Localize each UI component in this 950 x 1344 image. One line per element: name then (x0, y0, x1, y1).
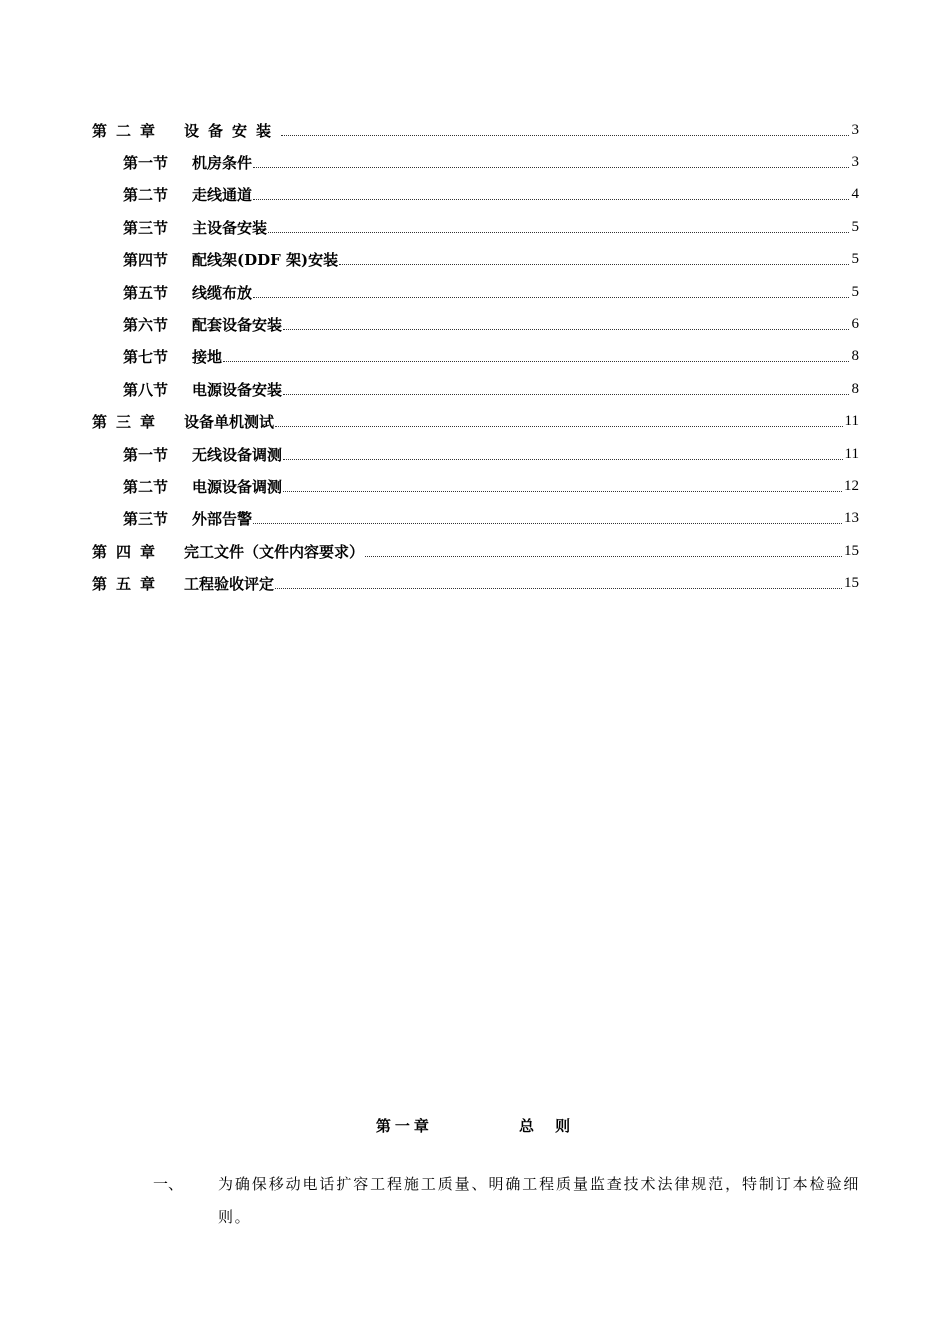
paragraph-text: 为确保移动电话扩容工程施工质量、明确工程质量监查技术法律规范，特制订本检验细则。 (218, 1175, 860, 1226)
toc-entry-title: 主设备安装 (192, 218, 268, 237)
toc-dot-leader (365, 556, 842, 557)
chapter-title: 总 则 (518, 1117, 575, 1135)
toc-entry-title: 完工文件（文件内容要求） (184, 542, 365, 561)
toc-chapter-row[interactable] (0, 114, 950, 146)
toc-dot-leader (253, 523, 842, 524)
toc-entry-title: 无线设备调测 (192, 445, 283, 464)
toc-section-row[interactable] (0, 373, 950, 405)
chapter-heading (0, 1115, 950, 1136)
toc-entry-number: 第五节 (123, 283, 169, 302)
toc-dot-leader (253, 199, 849, 200)
toc-entry-title: 电源设备安装 (192, 380, 283, 399)
toc-entry-title: 配线架(DDF 架)安装 (192, 251, 339, 270)
toc-dot-leader (283, 394, 849, 395)
toc-dot-leader (275, 588, 842, 589)
toc-page-number: 5 (851, 251, 859, 268)
toc-section-row[interactable] (0, 146, 950, 178)
toc-entry-number: 第一节 (123, 154, 169, 173)
toc-dot-leader (283, 329, 849, 330)
toc-section-row[interactable] (0, 470, 950, 502)
toc-entry-number: 第三节 (123, 510, 169, 529)
toc-page-number: 3 (851, 121, 859, 138)
toc-dot-leader (253, 167, 849, 168)
toc-page-number: 6 (851, 316, 859, 333)
toc-entry-title: 接地 (192, 348, 223, 367)
toc-entry-number: 第四节 (123, 251, 169, 270)
toc-dot-leader (253, 297, 849, 298)
toc-dot-leader (283, 491, 842, 492)
toc-entry-title: 走线通道 (192, 186, 253, 205)
toc-section-row[interactable] (0, 503, 950, 535)
toc-page-number: 8 (851, 348, 859, 365)
toc-entry-number: 第八节 (123, 380, 169, 399)
toc-entry-title: 配套设备安装 (192, 316, 283, 335)
toc-entry-number: 第七节 (123, 348, 169, 367)
toc-dot-leader (223, 361, 849, 362)
toc-entry-title: 工程验收评定 (184, 575, 275, 594)
toc-section-row[interactable] (0, 179, 950, 211)
toc-chapter-row[interactable] (0, 535, 950, 567)
toc-chapter-row[interactable] (0, 406, 950, 438)
toc-dot-leader (339, 264, 849, 265)
toc-section-row[interactable] (0, 211, 950, 243)
paragraph-marker: 一、 (153, 1175, 184, 1193)
toc-page-number: 8 (851, 380, 859, 397)
toc-dot-leader (283, 459, 843, 460)
toc-page-number: 15 (844, 542, 859, 559)
chapter-number: 第一章 (375, 1117, 433, 1135)
toc-entry-title: 外部告警 (192, 510, 253, 529)
toc-entry-number: 第二节 (123, 477, 169, 496)
toc-entry-number: 第五章 (92, 575, 165, 594)
toc-page-number: 11 (844, 413, 859, 430)
toc-section-row[interactable] (0, 276, 950, 308)
toc-section-row[interactable] (0, 244, 950, 276)
toc-section-row[interactable] (0, 308, 950, 340)
toc-section-row[interactable] (0, 438, 950, 470)
toc-page-number: 11 (844, 445, 859, 462)
table-of-contents (0, 114, 950, 600)
toc-page-number: 15 (844, 575, 859, 592)
toc-page-number: 12 (844, 477, 859, 494)
toc-page-number: 13 (844, 510, 859, 527)
toc-entry-number: 第三节 (123, 218, 169, 237)
toc-entry-number: 第四章 (92, 542, 165, 561)
toc-entry-number: 第六节 (123, 316, 169, 335)
toc-page-number: 4 (851, 186, 859, 203)
toc-entry-number: 第二章 (92, 121, 165, 140)
toc-chapter-row[interactable] (0, 567, 950, 599)
toc-entry-number: 第二节 (123, 186, 169, 205)
toc-page-number: 3 (851, 154, 859, 171)
toc-entry-number: 第一节 (123, 445, 169, 464)
toc-dot-leader (268, 232, 849, 233)
toc-entry-title: 设备安装 (184, 121, 281, 140)
toc-dot-leader (281, 135, 849, 136)
toc-page-number: 5 (851, 218, 859, 235)
toc-entry-title: 机房条件 (192, 154, 253, 173)
toc-entry-title: 设备单机测试 (184, 413, 275, 432)
toc-entry-title: 电源设备调测 (192, 477, 283, 496)
toc-entry-title: 线缆布放 (192, 283, 253, 302)
toc-dot-leader (275, 426, 843, 427)
toc-entry-number: 第三章 (92, 413, 165, 432)
toc-page-number: 5 (851, 283, 859, 300)
toc-section-row[interactable] (0, 341, 950, 373)
